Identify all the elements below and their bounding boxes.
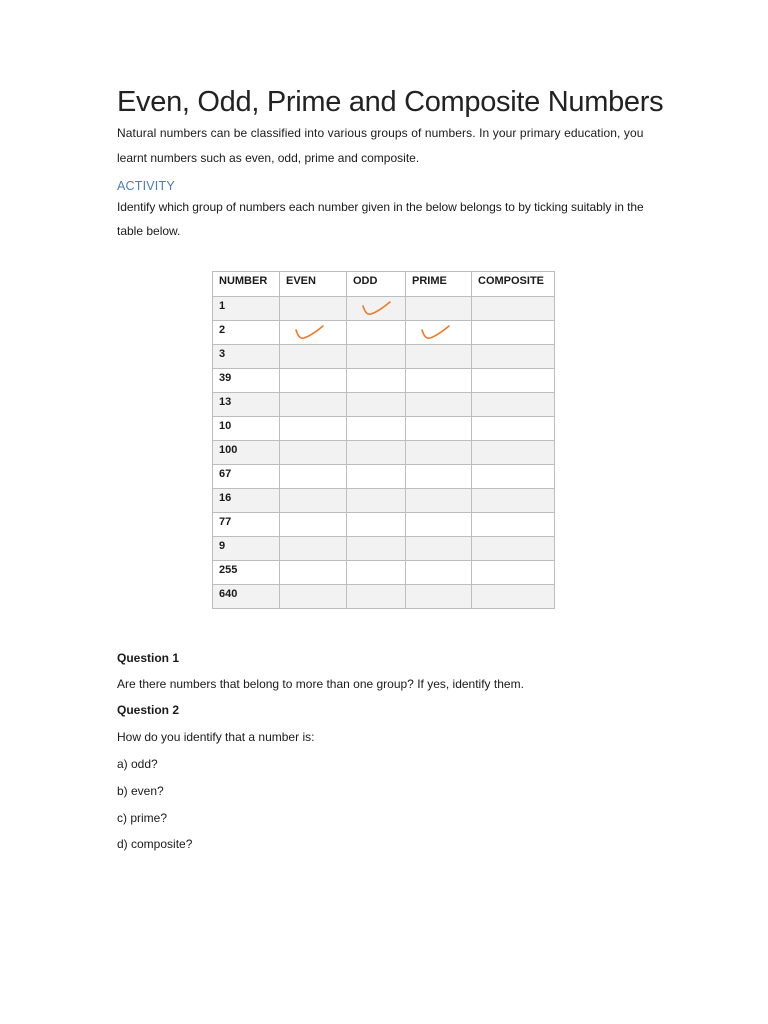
question-2-text: How do you identify that a number is: — [117, 730, 315, 744]
odd-cell[interactable] — [347, 369, 406, 393]
odd-cell[interactable] — [347, 537, 406, 561]
table-row — [213, 321, 555, 345]
even-cell[interactable] — [280, 441, 347, 465]
number-cell: 2 — [213, 321, 280, 345]
even-cell[interactable] — [280, 513, 347, 537]
number-cell: 10 — [213, 417, 280, 441]
handwritten-check-icon — [290, 322, 328, 342]
composite-cell[interactable] — [472, 345, 555, 369]
question-1-heading: Question 1 — [117, 651, 180, 665]
number-cell: 3 — [213, 345, 280, 369]
composite-cell[interactable] — [472, 513, 555, 537]
composite-cell[interactable] — [472, 489, 555, 513]
even-cell[interactable] — [280, 345, 347, 369]
number-cell: 77 — [213, 513, 280, 537]
even-cell[interactable] — [280, 537, 347, 561]
number-cell: 39 — [213, 369, 280, 393]
number-cell: 9 — [213, 537, 280, 561]
activity-instruction-line-2: table below. — [117, 224, 181, 238]
odd-cell[interactable] — [347, 297, 406, 321]
question-2-option-d: d) composite? — [117, 837, 193, 851]
number-cell: 16 — [213, 489, 280, 513]
page-title: Even, Odd, Prime and Composite Numbers — [117, 86, 664, 118]
composite-cell[interactable] — [472, 393, 555, 417]
composite-cell[interactable] — [472, 465, 555, 489]
composite-cell[interactable] — [472, 585, 555, 609]
number-cell: 1 — [213, 297, 280, 321]
table-row — [213, 585, 555, 609]
odd-cell[interactable] — [347, 561, 406, 585]
composite-cell[interactable] — [472, 321, 555, 345]
table-row — [213, 489, 555, 513]
table-row — [213, 537, 555, 561]
classification-table — [212, 271, 555, 609]
question-1-text: Are there numbers that belong to more than one group? If yes, identify them. — [117, 677, 524, 691]
table-row — [213, 345, 555, 369]
header-composite: COMPOSITE — [472, 272, 555, 297]
even-cell[interactable] — [280, 297, 347, 321]
composite-cell[interactable] — [472, 297, 555, 321]
even-cell[interactable] — [280, 393, 347, 417]
table-row — [213, 393, 555, 417]
intro-line-2: learnt numbers such as even, odd, prime and composite. — [117, 151, 420, 165]
header-number: NUMBER — [213, 272, 280, 297]
table-row — [213, 441, 555, 465]
header-even: EVEN — [280, 272, 347, 297]
question-2-option-c: c) prime? — [117, 811, 168, 825]
even-cell[interactable] — [280, 465, 347, 489]
odd-cell[interactable] — [347, 417, 406, 441]
odd-cell[interactable] — [347, 513, 406, 537]
number-cell: 13 — [213, 393, 280, 417]
composite-cell[interactable] — [472, 417, 555, 441]
even-cell[interactable] — [280, 417, 347, 441]
activity-instruction-line-1: Identify which group of numbers each number given in the below belongs to by ticking suitably in the — [117, 200, 644, 214]
table-header-row — [213, 272, 555, 297]
prime-cell[interactable] — [406, 369, 472, 393]
even-cell[interactable] — [280, 369, 347, 393]
composite-cell[interactable] — [472, 537, 555, 561]
odd-cell[interactable] — [347, 393, 406, 417]
table-row — [213, 369, 555, 393]
prime-cell[interactable] — [406, 393, 472, 417]
composite-cell[interactable] — [472, 441, 555, 465]
even-cell[interactable] — [280, 561, 347, 585]
prime-cell[interactable] — [406, 321, 472, 345]
even-cell[interactable] — [280, 489, 347, 513]
prime-cell[interactable] — [406, 441, 472, 465]
odd-cell[interactable] — [347, 465, 406, 489]
even-cell[interactable] — [280, 585, 347, 609]
table-row — [213, 561, 555, 585]
odd-cell[interactable] — [347, 585, 406, 609]
composite-cell[interactable] — [472, 561, 555, 585]
prime-cell[interactable] — [406, 465, 472, 489]
prime-cell[interactable] — [406, 561, 472, 585]
number-cell: 100 — [213, 441, 280, 465]
number-cell: 255 — [213, 561, 280, 585]
activity-heading: ACTIVITY — [117, 179, 175, 193]
question-2-option-b: b) even? — [117, 784, 164, 798]
odd-cell[interactable] — [347, 441, 406, 465]
prime-cell[interactable] — [406, 585, 472, 609]
prime-cell[interactable] — [406, 417, 472, 441]
handwritten-check-icon — [416, 322, 454, 342]
odd-cell[interactable] — [347, 345, 406, 369]
table-row — [213, 465, 555, 489]
number-cell: 640 — [213, 585, 280, 609]
table-row — [213, 513, 555, 537]
prime-cell[interactable] — [406, 513, 472, 537]
table-body — [213, 297, 555, 609]
composite-cell[interactable] — [472, 369, 555, 393]
prime-cell[interactable] — [406, 489, 472, 513]
question-2-option-a: a) odd? — [117, 757, 158, 771]
prime-cell[interactable] — [406, 297, 472, 321]
intro-line-1: Natural numbers can be classified into various groups of numbers. In your primary education, you — [117, 126, 644, 140]
header-prime: PRIME — [406, 272, 472, 297]
prime-cell[interactable] — [406, 345, 472, 369]
header-odd: ODD — [347, 272, 406, 297]
even-cell[interactable] — [280, 321, 347, 345]
odd-cell[interactable] — [347, 321, 406, 345]
handwritten-check-icon — [357, 298, 395, 318]
odd-cell[interactable] — [347, 489, 406, 513]
table-row — [213, 297, 555, 321]
table-row — [213, 417, 555, 441]
number-cell: 67 — [213, 465, 280, 489]
question-2-heading: Question 2 — [117, 703, 180, 717]
prime-cell[interactable] — [406, 537, 472, 561]
